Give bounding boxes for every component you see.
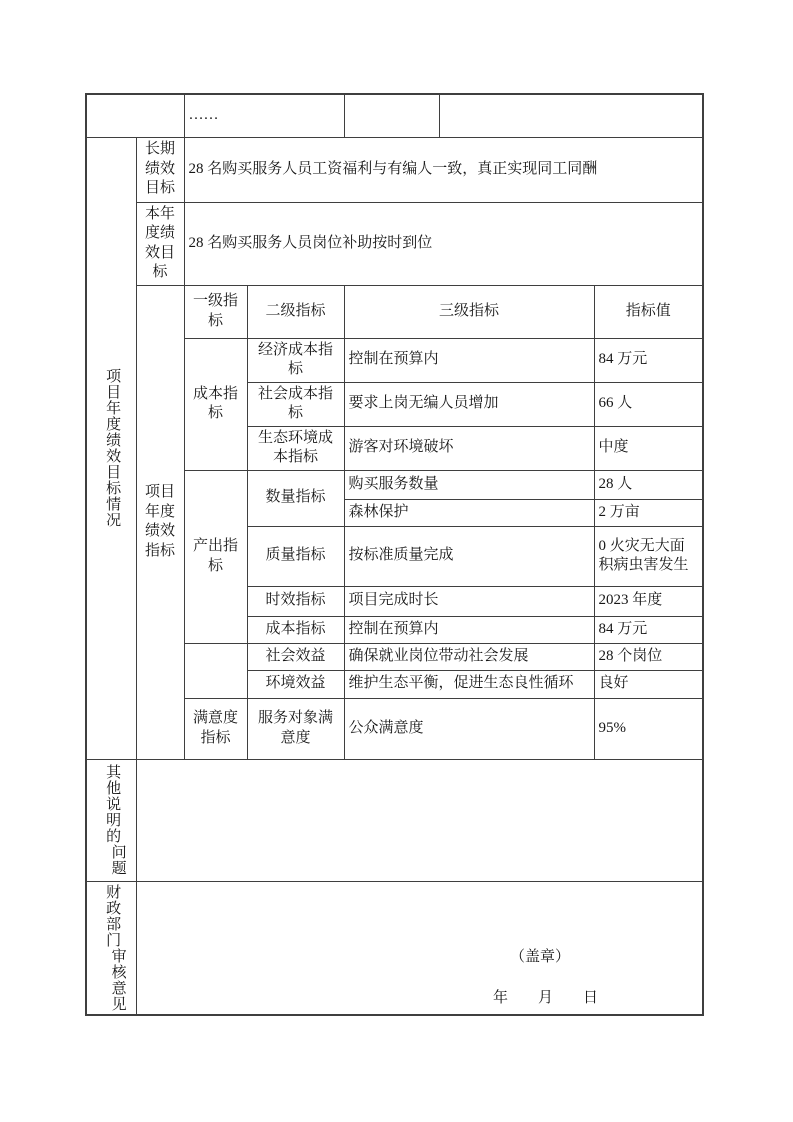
- review-label: [86, 881, 136, 1015]
- level2-indicator-cell: 经济成本指标: [247, 338, 344, 382]
- level2-indicator-cell: 服务对象满意度: [247, 698, 344, 759]
- review-row: [86, 881, 703, 1015]
- continuation-row: [86, 94, 703, 137]
- other-notes-label: [86, 759, 136, 881]
- header-value: 指标值: [594, 285, 703, 338]
- review-label-line2: 审核意见: [109, 947, 126, 1012]
- continuation-empty-cell-1: [86, 94, 184, 137]
- level2-indicator-cell: 社会成本指标: [247, 382, 344, 426]
- indicator-value-cell: 2 万亩: [594, 499, 703, 526]
- indicator-header-row: [86, 285, 703, 338]
- other-notes-row: [86, 759, 703, 881]
- indicator-value-cell: 84 万元: [594, 616, 703, 643]
- level3-indicator-cell: 项目完成时长: [344, 586, 594, 616]
- level3-indicator-cell: 控制在预算内: [344, 616, 594, 643]
- indicator-value-cell: 中度: [594, 426, 703, 470]
- level3-indicator-cell: 游客对环境破坏: [344, 426, 594, 470]
- indicator-value-cell: 66 人: [594, 382, 703, 426]
- indicator-value-cell: 良好: [594, 670, 703, 698]
- other-notes-label-line1: 其他说明的: [104, 764, 121, 844]
- review-content-box: [141, 886, 699, 1009]
- indicator-value-cell: 95%: [594, 698, 703, 759]
- continuation-empty-cell-2: [344, 94, 439, 137]
- header-level3: 三级指标: [344, 285, 594, 338]
- long-term-goal-content: 28 名购买服务人员工资福利与有编人一致，真正实现同工同酬: [184, 137, 703, 202]
- indicator-value-cell: 84 万元: [594, 338, 703, 382]
- long-term-goal-row: [86, 137, 703, 202]
- annual-indicators-label: 项目年度绩效指标: [136, 285, 184, 759]
- review-content: [136, 881, 703, 1015]
- level1-indicator-cell: 成本指标: [184, 338, 247, 470]
- section-label-vertical-text: 项目年度绩效目标情况: [104, 368, 121, 528]
- level3-indicator-cell: 按标准质量完成: [344, 526, 594, 586]
- level3-indicator-cell: 控制在预算内: [344, 338, 594, 382]
- indicator-value-cell: 28 个岗位: [594, 643, 703, 670]
- level2-indicator-cell: 社会效益: [247, 643, 344, 670]
- level3-indicator-cell: 要求上岗无编人员增加: [344, 382, 594, 426]
- level3-indicator-cell: 森林保护: [344, 499, 594, 526]
- level3-indicator-cell: 购买服务数量: [344, 470, 594, 499]
- continuation-ellipsis-cell: ……: [184, 94, 344, 137]
- level2-indicator-cell: 时效指标: [247, 586, 344, 616]
- indicator-value-cell: 0 火灾无大面积病虫害发生: [594, 526, 703, 586]
- level2-indicator-cell: 数量指标: [247, 470, 344, 526]
- annual-goal-label: 本年度绩效目标: [136, 202, 184, 285]
- level2-indicator-cell: 生态环境成本指标: [247, 426, 344, 470]
- annual-goal-content: 28 名购买服务人员岗位补助按时到位: [184, 202, 703, 285]
- indicator-value-cell: 2023 年度: [594, 586, 703, 616]
- performance-target-table: [85, 93, 704, 1016]
- level2-indicator-cell: 质量指标: [247, 526, 344, 586]
- section-label-project-annual-performance: [86, 137, 136, 759]
- header-level2: 二级指标: [247, 285, 344, 338]
- date-line: 年 月 日: [492, 990, 598, 1006]
- level1-indicator-cell: 满意度指标: [184, 698, 247, 759]
- header-level1: 一级指标: [184, 285, 247, 338]
- annual-goal-row: [86, 202, 703, 285]
- long-term-goal-label: 长期绩效目标: [136, 137, 184, 202]
- level2-indicator-cell: 成本指标: [247, 616, 344, 643]
- review-label-line1: 财政部门: [104, 883, 121, 948]
- level3-indicator-cell: 确保就业岗位带动社会发展: [344, 643, 594, 670]
- other-notes-label-line2: 问题: [109, 844, 126, 876]
- indicator-value-cell: 28 人: [594, 470, 703, 499]
- level2-indicator-cell: 环境效益: [247, 670, 344, 698]
- level1-indicator-cell: [184, 643, 247, 698]
- continuation-empty-cell-3: [439, 94, 703, 137]
- level1-indicator-cell: 产出指标: [184, 470, 247, 643]
- level3-indicator-cell: 维护生态平衡，促进生态良性循环: [344, 670, 594, 698]
- seal-placeholder: （盖章）: [509, 949, 570, 965]
- level3-indicator-cell: 公众满意度: [344, 698, 594, 759]
- other-notes-content: [136, 759, 703, 881]
